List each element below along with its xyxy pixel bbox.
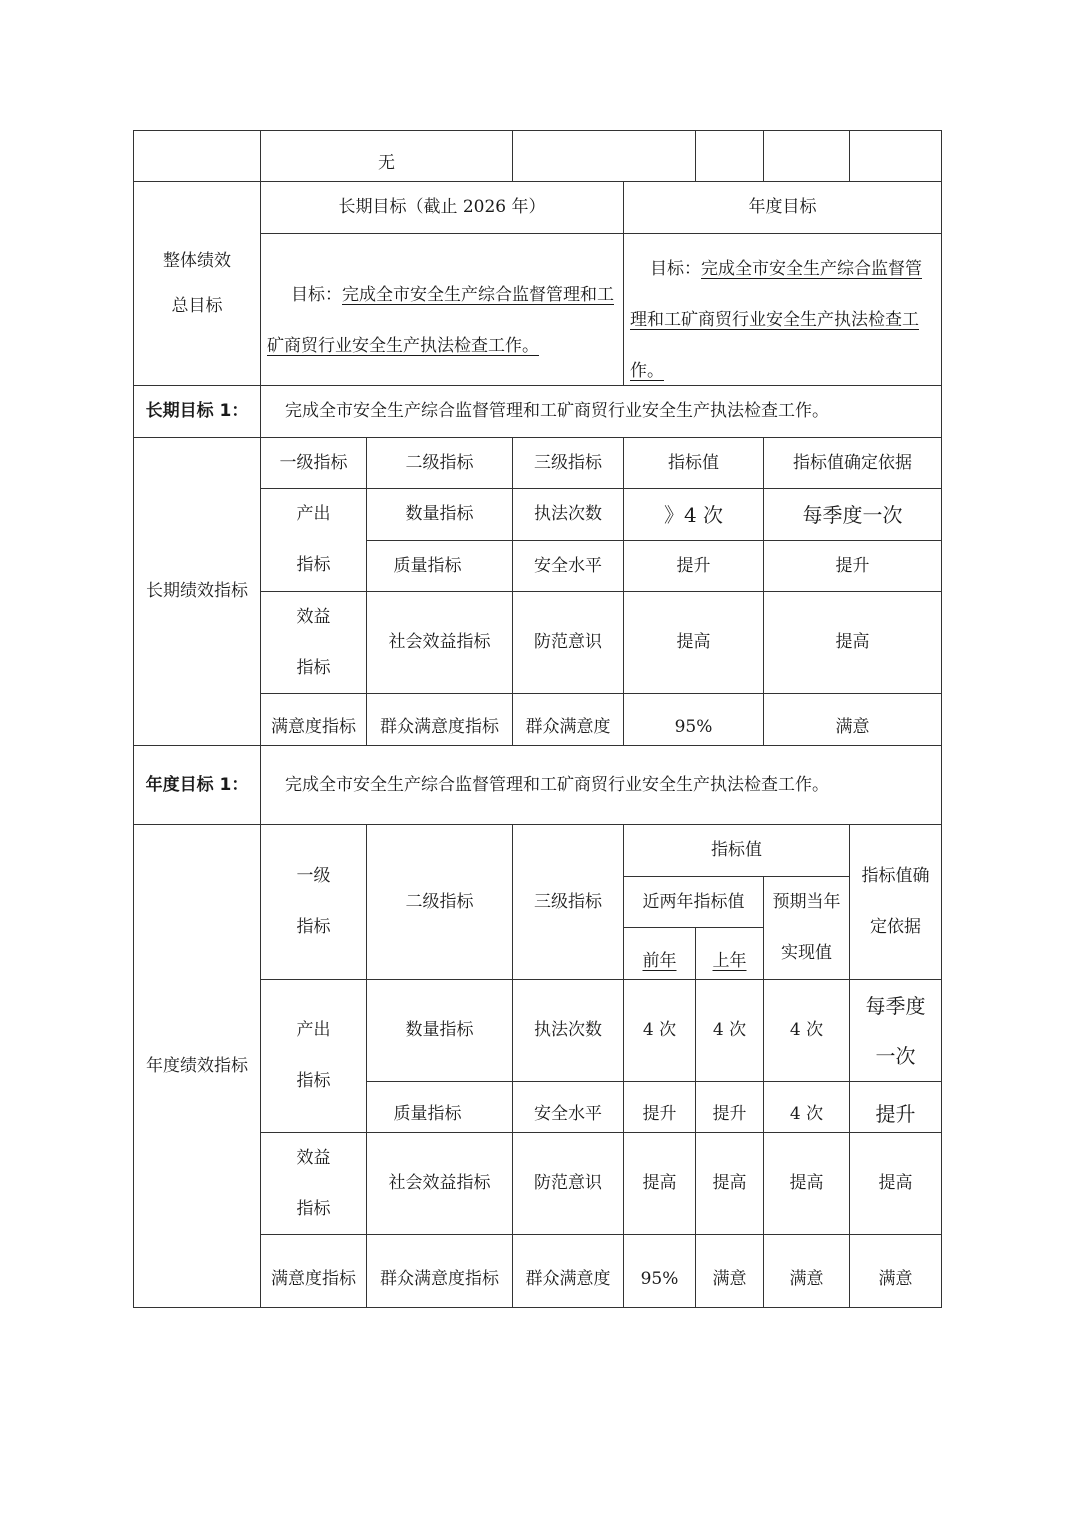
- lt-output-label-line1: 产出: [296, 504, 331, 524]
- overall-goal-label: [133, 181, 261, 386]
- an-header-prev-year: [623, 927, 696, 980]
- long-term-indicators-label: [133, 437, 261, 746]
- an-header-level1-line1: 一级: [296, 866, 331, 886]
- lt-row3-basis: 满意: [835, 717, 870, 737]
- table-row-cell: [366, 1234, 513, 1308]
- long-term-goal-prefix: 目标：: [291, 285, 342, 305]
- top-row-empty-cell: [849, 130, 942, 182]
- annual-goal-text: 完成全市安全生产综合监督管理和工矿商贸行业安全生产执法检查工作。: [630, 259, 922, 381]
- an-benefit-label-line2: 指标: [296, 1198, 331, 1219]
- an-header-prev-year-text: 前年: [642, 951, 677, 971]
- an-row1-level2: 质量指标: [393, 1103, 462, 1124]
- table-row-cell: [623, 540, 764, 592]
- long-term-goal-header-text: 长期目标（截止 2026 年）: [338, 197, 546, 217]
- an-row0-last: 4 次: [712, 1020, 747, 1040]
- table-row-cell: [366, 1081, 513, 1133]
- lt-row3-level2: 群众满意度指标: [380, 717, 499, 737]
- an-row1-last: 提升: [712, 1103, 747, 1124]
- top-row-label-cell: [133, 130, 261, 182]
- an-row3-basis: 满意: [878, 1268, 913, 1289]
- an-header-level3: [512, 824, 624, 980]
- lt-row0-level2: 数量指标: [405, 504, 474, 524]
- an-row3-level1: 满意度指标: [271, 1268, 356, 1289]
- long-term-goal-1-label: [133, 385, 261, 438]
- annual-goal-header-text: 年度目标: [748, 197, 817, 217]
- overall-goal-label-line1: 整体绩效: [163, 250, 231, 271]
- an-row2-expected: 提高: [789, 1173, 824, 1193]
- an-row3-last: 满意: [712, 1268, 747, 1289]
- table-row-cell: [623, 591, 764, 694]
- an-row1-prev: 提升: [642, 1103, 677, 1124]
- table-row-cell: [366, 979, 513, 1082]
- an-header-basis: [849, 824, 942, 980]
- lt-benefit-label-line1: 效益: [296, 606, 331, 627]
- table-row-cell: [366, 591, 513, 694]
- lt-row1-level3: 安全水平: [534, 555, 602, 576]
- an-header-level3-text: 三级指标: [534, 891, 602, 912]
- lt-row2-basis: 提高: [835, 632, 870, 652]
- lt-output-label: [260, 488, 367, 592]
- long-term-goal-1-label-text: 长期目标 1：: [145, 401, 249, 421]
- lt-header-level2-text: 二级指标: [405, 452, 474, 473]
- lt-row1-basis: 提升: [835, 555, 870, 576]
- table-row-cell: [366, 1132, 513, 1235]
- annual-goal-1-text-cell: [260, 745, 942, 825]
- an-header-level1-line2: 指标: [296, 917, 331, 937]
- table-row-cell: [849, 1234, 942, 1308]
- lt-header-level2: [366, 437, 513, 489]
- annual-goal-header: [623, 181, 942, 234]
- long-term-goal-text-cell: [260, 233, 624, 386]
- table-row-cell: [763, 488, 942, 541]
- an-header-expected-line1: 预期当年: [772, 892, 841, 912]
- an-row0-basis-line1: 每季度: [865, 993, 926, 1018]
- lt-row2-level3: 防范意识: [534, 632, 602, 652]
- an-header-expected: [763, 876, 850, 980]
- an-row3-level3: 群众满意度: [525, 1268, 611, 1289]
- annual-goal-1-text: 完成全市安全生产综合监督管理和工矿商贸行业安全生产执法检查工作。: [285, 774, 829, 795]
- lt-benefit-label: [260, 591, 367, 694]
- an-benefit-label-line1: 效益: [296, 1147, 331, 1168]
- lt-header-level1: [260, 437, 367, 489]
- overall-goal-label-line2: 总目标: [171, 295, 223, 316]
- table-row-cell: [260, 1234, 367, 1308]
- an-row2-level3: 防范意识: [534, 1173, 602, 1193]
- table-row-cell: [763, 979, 850, 1082]
- long-term-goal-1-text: 完成全市安全生产综合监督管理和工矿商贸行业安全生产执法检查工作。: [285, 401, 829, 421]
- lt-header-level3-text: 三级指标: [534, 452, 602, 473]
- table-row-cell: [763, 693, 942, 746]
- an-row2-prev: 提高: [642, 1173, 677, 1193]
- long-term-goal-text: 完成全市安全生产综合监督管理和工矿商贸行业安全生产执法检查工作。: [267, 285, 614, 356]
- an-header-basis-line1: 指标值确: [861, 866, 930, 886]
- an-header-level2-text: 二级指标: [405, 891, 474, 912]
- an-output-label-line1: 产出: [296, 1020, 331, 1040]
- an-row3-prev: 95%: [640, 1268, 679, 1289]
- annual-indicators-label-text: 年度绩效指标: [146, 1055, 248, 1076]
- lt-row0-level3: 执法次数: [534, 504, 602, 524]
- long-term-goal-header: [260, 181, 624, 234]
- an-header-last-year: [695, 927, 764, 980]
- table-row-cell: [512, 591, 624, 694]
- an-row0-prev: 4 次: [642, 1020, 677, 1040]
- top-row-value: 无: [378, 152, 395, 173]
- table-row-cell: [695, 1081, 764, 1133]
- lt-header-basis: [763, 437, 942, 489]
- top-row-empty-cell: [512, 130, 696, 182]
- an-row2-level2: 社会效益指标: [388, 1173, 491, 1193]
- lt-row0-basis: 每季度一次: [802, 502, 903, 527]
- table-row-cell: [849, 1132, 942, 1235]
- an-row3-expected: 满意: [789, 1268, 824, 1289]
- an-row2-last: 提高: [712, 1173, 747, 1193]
- lt-header-level1-text: 一级指标: [279, 452, 348, 473]
- table-row-cell: [623, 1081, 696, 1133]
- an-row1-basis: 提升: [875, 1102, 916, 1126]
- table-row-cell: [623, 488, 764, 541]
- top-row-empty-cell: [695, 130, 764, 182]
- an-row2-basis: 提高: [878, 1173, 913, 1193]
- annual-goal-1-label: [133, 745, 261, 825]
- lt-benefit-label-line2: 指标: [296, 657, 331, 678]
- table-row-cell: [695, 1132, 764, 1235]
- long-term-indicators-label-text: 长期绩效指标: [146, 581, 248, 601]
- table-row-cell: [623, 693, 764, 746]
- table-row-cell: [623, 979, 696, 1082]
- an-header-recent: [623, 876, 764, 928]
- table-row-cell: [763, 591, 942, 694]
- an-header-value-text: 指标值: [711, 840, 762, 860]
- table-row-cell: [366, 693, 513, 746]
- an-header-recent-text: 近两年指标值: [642, 891, 745, 912]
- lt-row3-level1: 满意度指标: [271, 717, 356, 737]
- lt-row0-value: 》4 次: [663, 502, 724, 527]
- table-row-cell: [623, 1234, 696, 1308]
- lt-row3-level3: 群众满意度: [525, 717, 611, 737]
- lt-row1-level2: 质量指标: [393, 555, 462, 576]
- an-header-level1: [260, 824, 367, 980]
- lt-row2-value: 提高: [676, 632, 711, 652]
- annual-indicators-label: [133, 824, 261, 1308]
- table-row-cell: [763, 1234, 850, 1308]
- annual-goal-1-label-text: 年度目标 1：: [145, 774, 249, 795]
- top-row-empty-cell: [763, 130, 850, 182]
- an-row0-expected: 4 次: [789, 1020, 824, 1040]
- lt-output-label-line2: 指标: [296, 555, 331, 575]
- an-header-last-year-text: 上年: [712, 951, 747, 971]
- an-output-label-line2: 指标: [296, 1071, 331, 1091]
- table-row-cell: [623, 1132, 696, 1235]
- an-row3-level2: 群众满意度指标: [380, 1268, 499, 1289]
- table-row-cell: [695, 979, 764, 1082]
- long-term-goal-1-text-cell: [260, 385, 942, 438]
- table-row-cell: [512, 1081, 624, 1133]
- an-row0-level2: 数量指标: [405, 1020, 474, 1040]
- table-row-cell: [849, 1081, 942, 1133]
- an-benefit-label: [260, 1132, 367, 1235]
- an-header-value: [623, 824, 850, 877]
- table-row-cell: [695, 1234, 764, 1308]
- table-row-cell: [512, 979, 624, 1082]
- table-row-cell: [366, 540, 513, 592]
- lt-header-basis-text: 指标值确定依据: [793, 452, 912, 473]
- table-row-cell: [763, 1081, 850, 1133]
- an-output-label: [260, 979, 367, 1133]
- top-row-value-cell: [260, 130, 513, 182]
- table-row-cell: [763, 1132, 850, 1235]
- an-header-level2: [366, 824, 513, 980]
- annual-goal-text-cell: [623, 233, 942, 386]
- lt-header-level3: [512, 437, 624, 489]
- lt-row2-level2: 社会效益指标: [388, 632, 491, 652]
- table-row-cell: [366, 488, 513, 541]
- table-row-cell: [512, 488, 624, 541]
- table-row-cell: [512, 1234, 624, 1308]
- lt-row3-value: 95%: [674, 717, 713, 737]
- an-row0-level3: 执法次数: [534, 1020, 602, 1040]
- an-header-expected-line2: 实现值: [781, 943, 832, 963]
- annual-goal-prefix: 目标：: [650, 259, 701, 279]
- an-row0-basis-line2: 一次: [875, 1043, 916, 1068]
- table-row-cell: [763, 540, 942, 592]
- table-row-cell: [512, 1132, 624, 1235]
- table-row-cell: [512, 540, 624, 592]
- table-row-cell: [849, 979, 942, 1082]
- table-row-cell: [260, 693, 367, 746]
- an-row1-level3: 安全水平: [534, 1103, 602, 1124]
- lt-header-value: [623, 437, 764, 489]
- an-row1-expected: 4 次: [789, 1103, 824, 1124]
- table-row-cell: [512, 693, 624, 746]
- lt-row1-value: 提升: [676, 555, 711, 576]
- lt-header-value-text: 指标值: [668, 452, 719, 473]
- an-header-basis-line2: 定依据: [870, 917, 921, 937]
